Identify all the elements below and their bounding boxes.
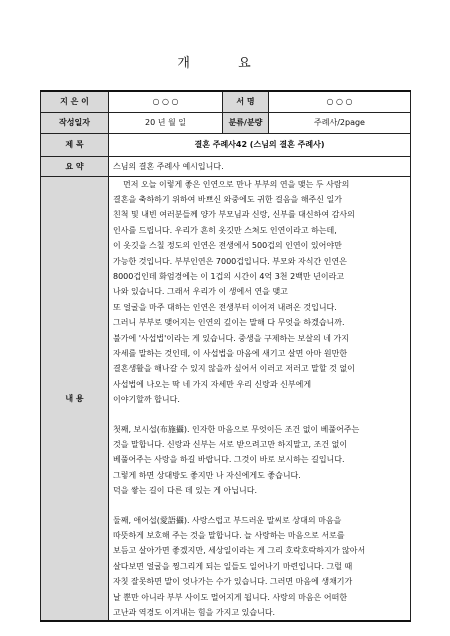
text-line: 베풀어주는 사랑을 하길 바랍니다. 그것이 바로 보시하는 길입니다. [113, 455, 345, 465]
text-line: 따뜻하게 보호해 주는 것을 말합니다. 늘 사랑하는 마음으로 서로를 [113, 531, 345, 541]
summary-row [41, 156, 411, 176]
text-line: 또 얼굴을 마주 대하는 인연은 전생부터 이어져 내려온 것입니다. [113, 302, 337, 312]
content-paragraph-3 [113, 513, 406, 621]
text-line: 고난과 역경도 이겨내는 힘을 가지고 있습니다. [113, 608, 276, 618]
content-row [41, 176, 411, 621]
text-line: 사섭법에 나오는 딱 네 가지 자세만 우리 신랑과 신부에게 [113, 379, 312, 389]
text-line: 나와 있습니다. 그래서 우리가 이 생에서 연을 맺고 [113, 287, 288, 297]
text-line: 자칫 잘못하면 말이 엇나가는 수가 있습니다. 그러면 마음에 생채기가 [113, 577, 353, 587]
subject-row [41, 133, 411, 156]
text-line: 불가에 '사섭법'이라는 게 있습니다. 중생을 구제하는 보살의 네 가지 [113, 333, 349, 343]
content-label: 내 용 [41, 176, 109, 621]
subject-value: 결혼 주례사42 (스님의 결혼 주례사) [109, 133, 411, 156]
text-line: 친척 및 내빈 여러분들께 양가 부모님과 신랑, 신부를 대신하여 감사의 [113, 210, 355, 220]
author-row [41, 91, 411, 112]
text-line: 날 뿐만 아니라 부부 사이도 멀어지게 됩니다. 사랑의 마음은 어떠한 [113, 592, 348, 602]
text-line: 가능한 것입니다. 부부인연은 7000겁입니다. 부모와 자식간 인연은 [113, 256, 347, 266]
text-line: 것을 말합니다. 신랑과 신부는 서로 받으려고만 하지말고, 조건 없이 [113, 440, 348, 449]
text-line: 그러니 부부로 맺어지는 인연의 깊이는 말해 다 무엇을 하겠습니까. [113, 318, 345, 328]
page-title: 개 요 [177, 56, 273, 71]
date-value: 20 년 월 일 [109, 112, 223, 133]
text-line: 첫째, 보시섭(布施攝). 인자한 마음으로 무엇이든 조건 없이 베풀어주는 [113, 424, 360, 434]
content-paragraph-2 [113, 422, 406, 499]
summary-value: 스님의 결혼 주례사 예시입니다. [109, 156, 411, 176]
text-line: 결혼생활을 해나갈 수 있지 않을까 싶어서 이러고 저러고 말할 것 없이 [113, 364, 355, 374]
text-line: 8000겁인데 화엄경에는 이 1겁의 시간이 4억 3천 2백만 년이라고 [113, 271, 345, 281]
text-line: 그렇게 하면 상대방도 좋지만 나 자신에게도 좋습니다. [113, 470, 301, 480]
text-line: 인사를 드립니다. 우리가 흔히 옷깃만 스쳐도 인연이라고 하는데, [113, 225, 337, 235]
date-row [41, 112, 411, 133]
author-value: ○ ○ ○ [109, 91, 223, 112]
category-label: 분류/분량 [223, 112, 269, 133]
book-name-value: ○ ○ ○ [269, 91, 411, 112]
date-label: 작성일자 [41, 112, 109, 133]
category-value: 주례사/2page [269, 112, 411, 133]
text-line: 보듬고 살아가면 좋겠지만, 세상일이라는 게 그리 호락호락하지가 않아서 [113, 546, 366, 556]
text-line: 이야기할까 합니다. [113, 395, 180, 405]
summary-label: 요 약 [41, 156, 109, 176]
text-line: 덕을 쌓는 길이 다른 데 있는 게 아닙니다. [113, 486, 257, 496]
text-line: 자세를 말하는 것인데, 이 사섭법을 마음에 새기고 살면 아마 원만한 [113, 348, 348, 358]
overview-form-table [40, 90, 411, 622]
text-line: 먼저 오늘 이렇게 좋은 인연으로 만나 부부의 연을 맺는 두 사람의 [123, 179, 350, 189]
content-paragraph-1 [113, 177, 406, 408]
text-line: 살다보면 얼굴을 찡그리게 되는 일들도 일어나기 마련입니다. 그럴 때 [113, 561, 353, 571]
text-line: 이 옷깃을 스칠 정도의 인연은 전생에서 500겁의 인연이 있어야만 [113, 241, 342, 251]
subject-label: 제 목 [41, 133, 109, 156]
text-line: 결혼을 축하하기 위하여 바쁘신 와중에도 귀한 걸음을 해주신 일가 [113, 194, 342, 204]
content-body [109, 176, 411, 621]
author-label: 지 은 이 [41, 91, 109, 112]
book-name-label: 서 명 [223, 91, 269, 112]
text-line: 둘째, 애어섭(愛語攝). 사랑스럽고 부드러운 말씨로 상대의 마음을 [113, 515, 342, 525]
